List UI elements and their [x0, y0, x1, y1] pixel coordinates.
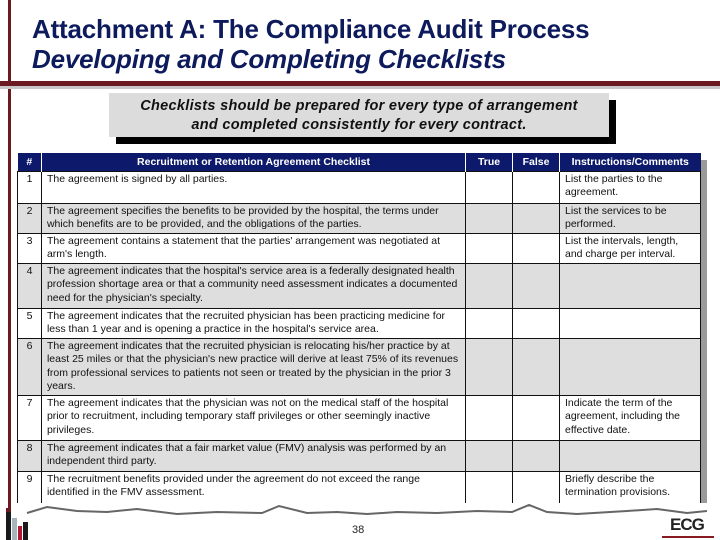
header-true: True [466, 153, 513, 171]
row-text: The agreement indicates that the hospital's service area is a federally designated health profession shortage area or that a community need assessment indicates a documented need for the physician's specialty. [41, 263, 465, 308]
row-num: 9 [18, 471, 42, 505]
row-instructions: List the parties to the agreement. [560, 171, 701, 203]
table-row [18, 308, 701, 338]
row-text: The recruitment benefits provided under the agreement do not exceed the range identified in the FMV assessment. [41, 471, 465, 505]
company-logo-icon [4, 508, 30, 540]
row-true-cell[interactable] [466, 471, 513, 505]
row-num: 7 [18, 395, 42, 440]
row-instructions: List the intervals, length, and charge per interval. [560, 233, 701, 263]
row-num: 8 [18, 440, 42, 471]
row-false-cell[interactable] [513, 233, 560, 263]
title-main: Attachment A: The Compliance Audit Process [32, 14, 590, 44]
row-num: 5 [18, 308, 42, 338]
row-false-cell[interactable] [513, 338, 560, 395]
row-instructions [560, 440, 701, 471]
row-false-cell[interactable] [513, 203, 560, 233]
ecg-logo: ECG [670, 515, 704, 534]
row-text: The agreement is signed by all parties. [41, 171, 465, 203]
row-false-cell[interactable] [513, 171, 560, 203]
table-row [18, 171, 701, 203]
row-true-cell[interactable] [466, 395, 513, 440]
slide-title [32, 14, 589, 74]
row-false-cell[interactable] [513, 395, 560, 440]
row-instructions [560, 308, 701, 338]
row-num: 1 [18, 171, 42, 203]
row-true-cell[interactable] [466, 263, 513, 308]
table-row [18, 263, 701, 308]
header-num: # [18, 153, 42, 171]
row-num: 2 [18, 203, 42, 233]
callout-line-2: and completed consistently for every contract. [191, 117, 527, 133]
header-instructions: Instructions/Comments [560, 153, 701, 171]
table-row [18, 440, 701, 471]
ecg-logo-underline [662, 536, 714, 538]
table-row [18, 203, 701, 233]
row-instructions: Briefly describe the termination provisions. [560, 471, 701, 505]
row-false-cell[interactable] [513, 471, 560, 505]
row-text: The agreement indicates that the recruited physician has been practicing medicine for less than 1 year and is opening a practice in the hospital's service area. [41, 308, 465, 338]
row-true-cell[interactable] [466, 338, 513, 395]
row-text: The agreement indicates that the physician was not on the medical staff of the hospital prior to recruitment, including temporary staff privileges or other seemingly inactive privileges. [41, 395, 465, 440]
row-true-cell[interactable] [466, 233, 513, 263]
checklist-table [17, 153, 701, 506]
row-num: 6 [18, 338, 42, 395]
row-false-cell[interactable] [513, 440, 560, 471]
row-instructions: List the services to be performed. [560, 203, 701, 233]
table-row [18, 471, 701, 505]
row-num: 3 [18, 233, 42, 263]
row-text: The agreement specifies the benefits to be provided by the hospital, the terms under which benefits are to be provided, and the obligations of the parties. [41, 203, 465, 233]
row-true-cell[interactable] [466, 440, 513, 471]
header-false: False [513, 153, 560, 171]
header-item: Recruitment or Retention Agreement Checklist [41, 153, 465, 171]
row-instructions [560, 263, 701, 308]
table-header-row [18, 153, 701, 171]
row-true-cell[interactable] [466, 171, 513, 203]
torn-paper-edge [17, 503, 707, 519]
title-divider-shadow [0, 86, 720, 89]
table-row [18, 395, 701, 440]
table-row [18, 233, 701, 263]
row-text: The agreement contains a statement that the parties' arrangement was negotiated at arm's length. [41, 233, 465, 263]
row-false-cell[interactable] [513, 308, 560, 338]
callout-line-1: Checklists should be prepared for every type of arrangement [140, 98, 578, 114]
row-false-cell[interactable] [513, 263, 560, 308]
callout-box [109, 93, 609, 137]
table-row [18, 338, 701, 395]
row-instructions [560, 338, 701, 395]
row-instructions: Indicate the term of the agreement, including the effective date. [560, 395, 701, 440]
row-text: The agreement indicates that the recruited physician is relocating his/her practice by at least 25 miles or that the physician's new practice will derive at least 75% of its revenues from professional services to patients not seen or treated by the physician in the prior 3 years. [41, 338, 465, 395]
row-num: 4 [18, 263, 42, 308]
title-subtitle: Developing and Completing Checklists [32, 44, 506, 74]
row-text: The agreement indicates that a fair market value (FMV) analysis was performed by an independent third party. [41, 440, 465, 471]
row-true-cell[interactable] [466, 203, 513, 233]
page-number: 38 [352, 524, 365, 536]
row-true-cell[interactable] [466, 308, 513, 338]
